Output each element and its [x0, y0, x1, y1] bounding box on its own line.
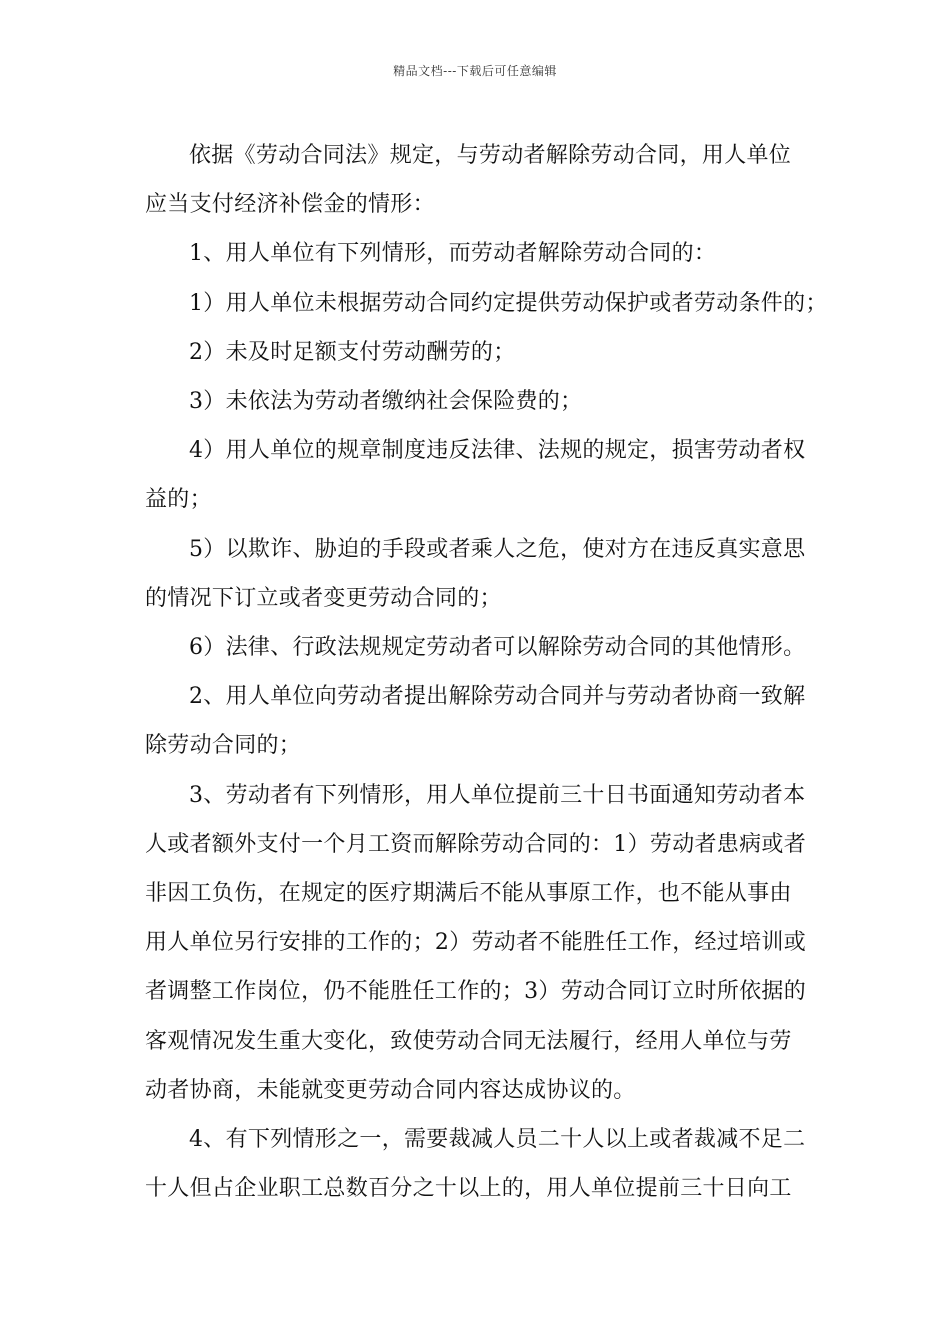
paragraph-item-1-3: 3）未依法为劳动者缴纳社会保险费的；: [189, 389, 583, 415]
paragraph-item-4: 4、有下列情形之一，需要裁减人员二十人以上或者裁减不足二十人但占企业职工总数百分之十以上的，用人单位提前三十日向工: [145, 1127, 806, 1202]
paragraph-item-1: 1、用人单位有下列情形，而劳动者解除劳动合同的：: [189, 241, 717, 267]
paragraph-item-1-6: 6）法律、行政法规规定劳动者可以解除劳动合同的其他情形。: [189, 635, 806, 661]
paragraph-item-1-1: 1）用人单位未根据劳动合同约定提供劳动保护或者劳动条件的；: [189, 290, 828, 316]
document-body: [145, 131, 828, 1213]
paragraph-intro: 依据《劳动合同法》规定，与劳动者解除劳动合同，用人单位应当支付经济补偿金的情形：: [145, 143, 792, 218]
paragraph-item-1-2: 2）未及时足额支付劳动酬劳的；: [189, 339, 516, 365]
paragraph-item-1-5: 5）以欺诈、胁迫的手段或者乘人之危，使对方在违反真实意思的情况下订立或者变更劳动合同的；: [145, 536, 806, 611]
page-header: 精品文档---下载后可任意编辑: [393, 64, 557, 78]
paragraph-item-1-4: 4）用人单位的规章制度违反法律、法规的规定，损害劳动者权益的；: [145, 438, 806, 513]
paragraph-item-3: 3、劳动者有下列情形，用人单位提前三十日书面通知劳动者本人或者额外支付一个月工资而解除劳动合同的：1）劳动者患病或者非因工负伤，在规定的医疗期满后不能从事原工作，也不能从事由用人单位另行安排的工作的；2）劳动者不能胜任工作，经过培训或者调整工作岗位，仍不能胜任工作的；3）劳动合同订立时所依据的客观情况发生重大变化，致使劳动合同无法履行，经用人单位与劳动者协商，未能就变更劳动合同内容达成协议的。: [145, 782, 806, 1103]
paragraph-item-2: 2、用人单位向劳动者提出解除劳动合同并与劳动者协商一致解除劳动合同的；: [145, 684, 806, 759]
